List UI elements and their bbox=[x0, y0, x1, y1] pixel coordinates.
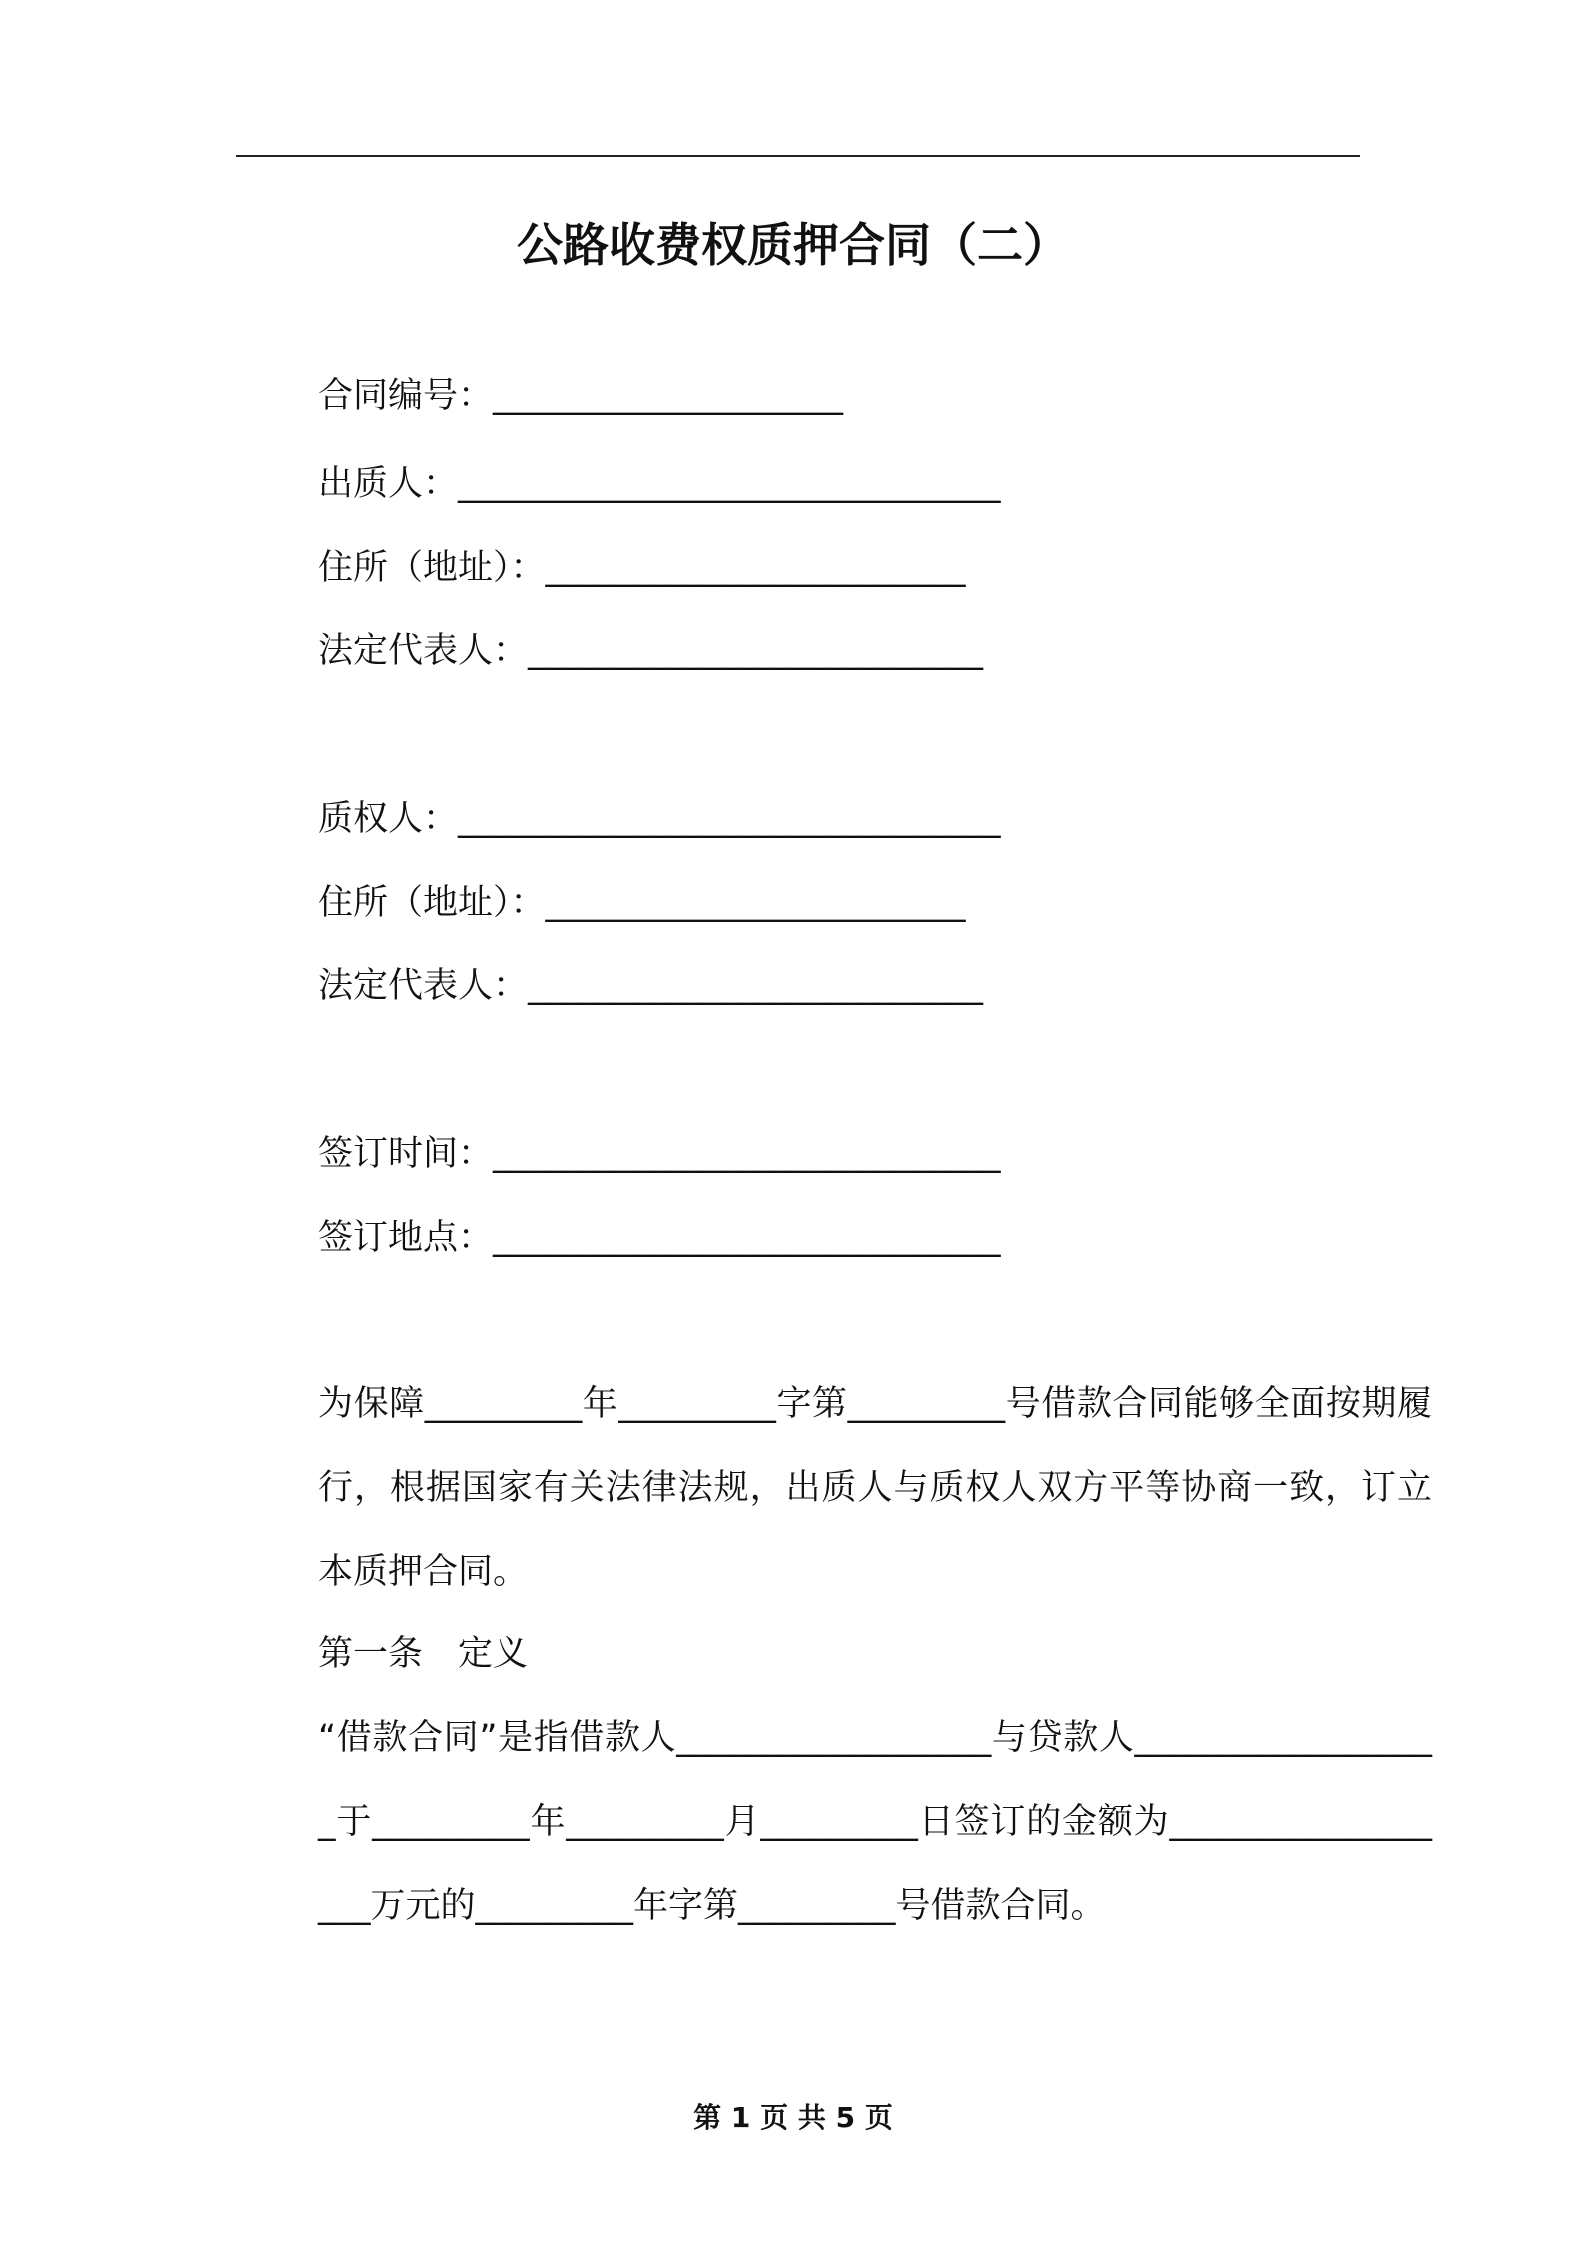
signing-date-field: 签订时间：_____________________________ bbox=[318, 1134, 1001, 1174]
preamble-paragraph: 为保障_________年_________字第_________号借款合同能够全面按期履行，根据国家有关法律法规，出质人与质权人双方平等协商一致，订立本质押合同。 bbox=[318, 1384, 1432, 1592]
article-1-paragraph: “借款合同”是指借款人__________________与贷款人__________________于_________年_________月_________日签订的金额为__________________万元的_________年字第_________号借款合同。 bbox=[318, 1718, 1432, 1926]
pledgor-address-field: 住所（地址）：________________________ bbox=[318, 548, 966, 588]
document-title: 公路收费权质押合同（二） bbox=[517, 218, 1069, 272]
pledgee-field: 质权人：_______________________________ bbox=[318, 799, 1001, 839]
signing-place-field: 签订地点：_____________________________ bbox=[318, 1218, 1001, 1258]
contract-number-field: 合同编号：____________________ bbox=[318, 376, 844, 416]
pledgor-representative-field: 法定代表人：__________________________ bbox=[318, 631, 984, 671]
pledgor-field: 出质人：_______________________________ bbox=[318, 464, 1001, 504]
article-1-heading: 第一条 定义 bbox=[318, 1634, 529, 1674]
pledgee-representative-field: 法定代表人：__________________________ bbox=[318, 966, 984, 1006]
header-rule bbox=[236, 155, 1360, 157]
pledgee-address-field: 住所（地址）：________________________ bbox=[318, 883, 966, 923]
page-footer: 第 1 页 共 5 页 bbox=[693, 2101, 893, 2134]
